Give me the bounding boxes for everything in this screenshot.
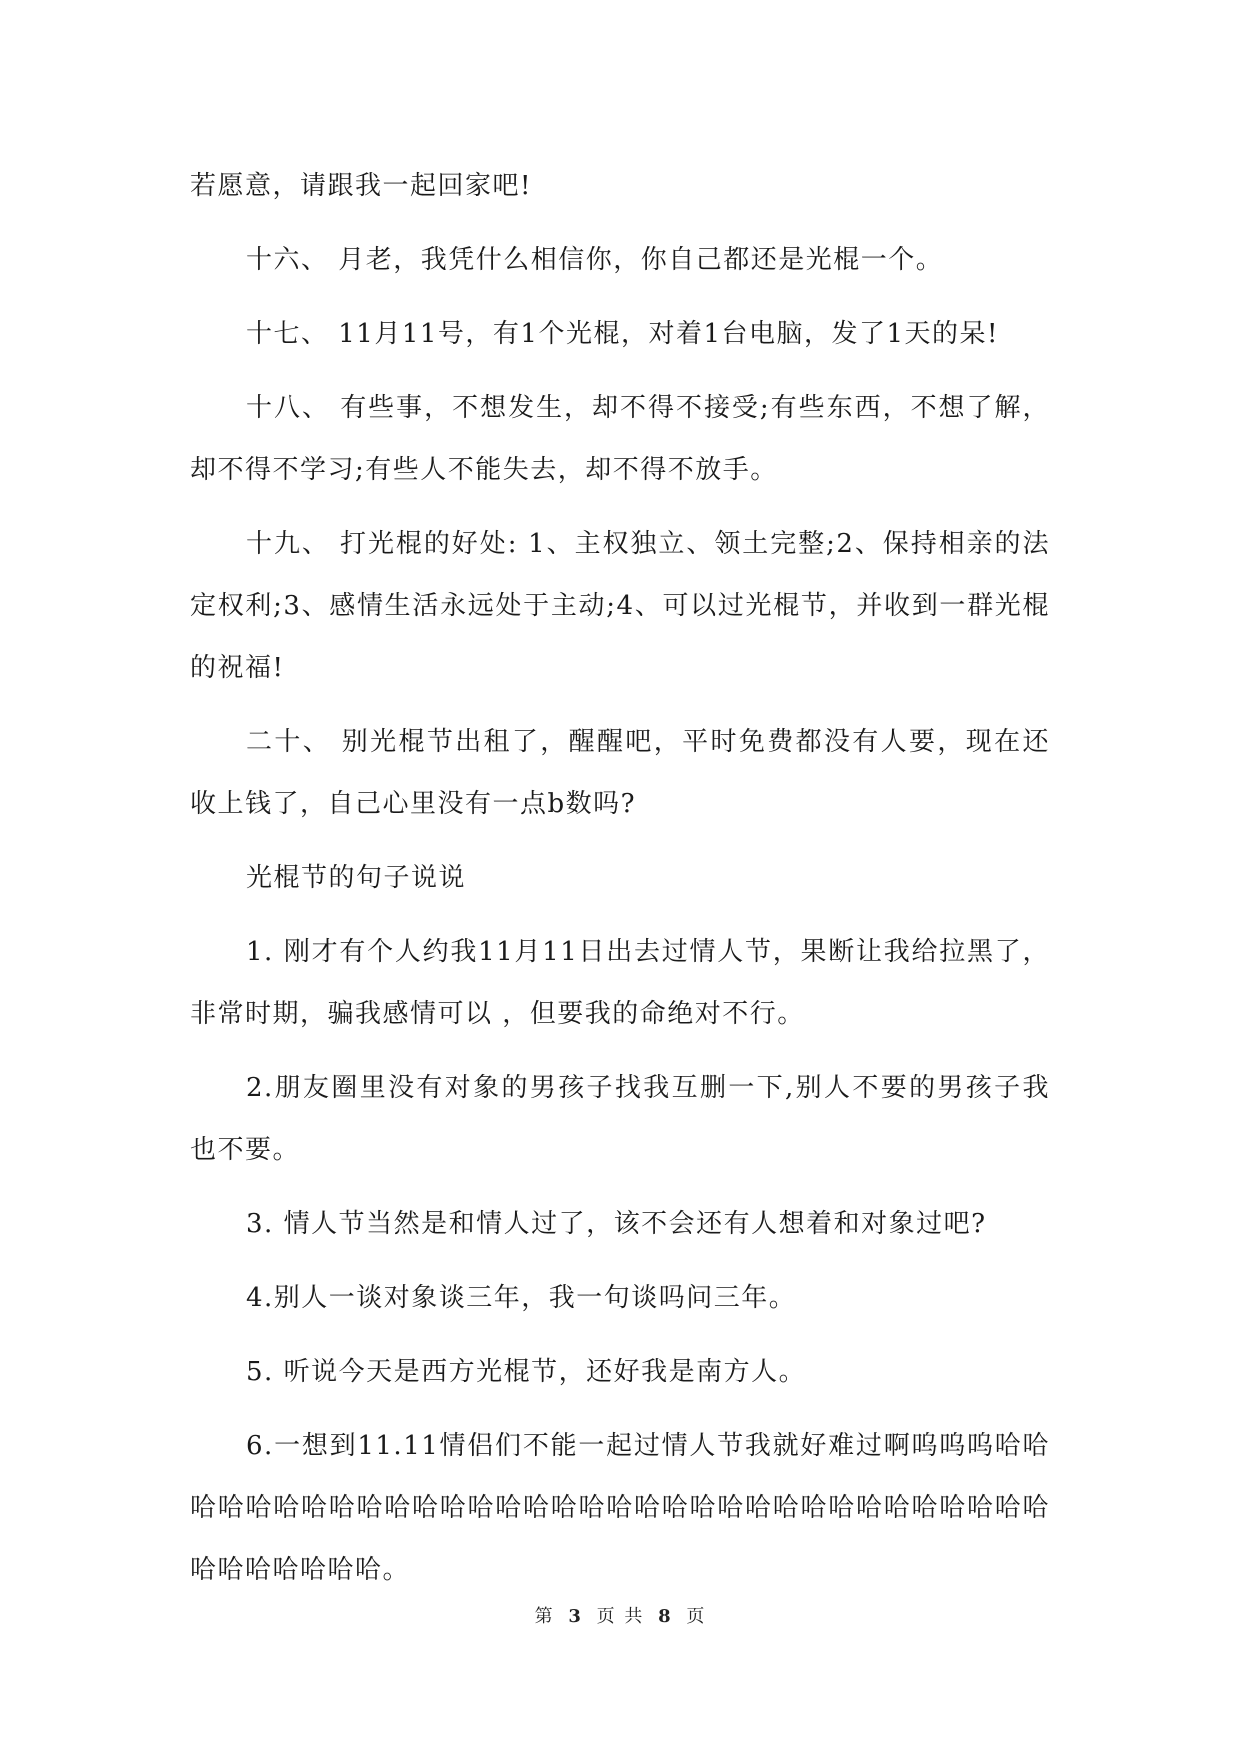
footer-prefix: 第 (534, 1606, 555, 1627)
section-heading: 光棍节的句子说说 (246, 863, 467, 893)
quote-item-1: 1. 刚才有个人约我11月11日出去过情人节，果断让我给拉黑了，非常时期，骗我感情可以 ，但要我的命绝对不行。 (190, 937, 1050, 1029)
paragraph-continuation: 若愿意，请跟我一起回家吧! (190, 171, 532, 201)
paragraph-18: 十八、 有些事，不想发生，却不得不接受;有些东西，不想了解，却不得不学习;有些人不能失去，却不得不放手。 (190, 393, 1050, 485)
quote-item-6: 6.一想到11.11情侣们不能一起过情人节我就好难过啊呜呜呜哈哈哈哈哈哈哈哈哈哈哈哈哈哈哈哈哈哈哈哈哈哈哈哈哈哈哈哈哈哈哈哈哈哈哈哈哈哈哈哈。 (190, 1431, 1050, 1585)
quote-item-5: 5. 听说今天是西方光棍节，还好我是南方人。 (246, 1357, 807, 1387)
quote-item-3: 3. 情人节当然是和情人过了，该不会还有人想着和对象过吧? (246, 1209, 987, 1239)
paragraph-20: 二十、 别光棍节出租了，醒醒吧，平时免费都没有人要，现在还收上钱了，自己心里没有一点b数吗? (190, 727, 1050, 819)
quote-item-4: 4.别人一谈对象谈三年，我一句谈吗问三年。 (246, 1283, 797, 1313)
quote-item-2: 2.朋友圈里没有对象的男孩子找我互删一下,别人不要的男孩子我也不要。 (190, 1073, 1050, 1165)
footer-suffix: 页 (686, 1606, 707, 1627)
paragraph-19: 十九、 打光棍的好处: 1、主权独立、领土完整;2、保持相亲的法定权利;3、感情生活永远处于主动;4、可以过光棍节，并收到一群光棍的祝福! (190, 529, 1050, 683)
current-page-number: 3 (568, 1606, 583, 1627)
document-body (190, 155, 1050, 1613)
footer-middle: 页 共 (596, 1606, 645, 1627)
paragraph-16: 十六、 月老，我凭什么相信你，你自己都还是光棍一个。 (246, 245, 944, 275)
total-page-number: 8 (658, 1606, 673, 1627)
page-footer (0, 1602, 1241, 1628)
paragraph-17: 十七、 11月11号，有1个光棍，对着1台电脑，发了1天的呆! (246, 319, 1000, 349)
